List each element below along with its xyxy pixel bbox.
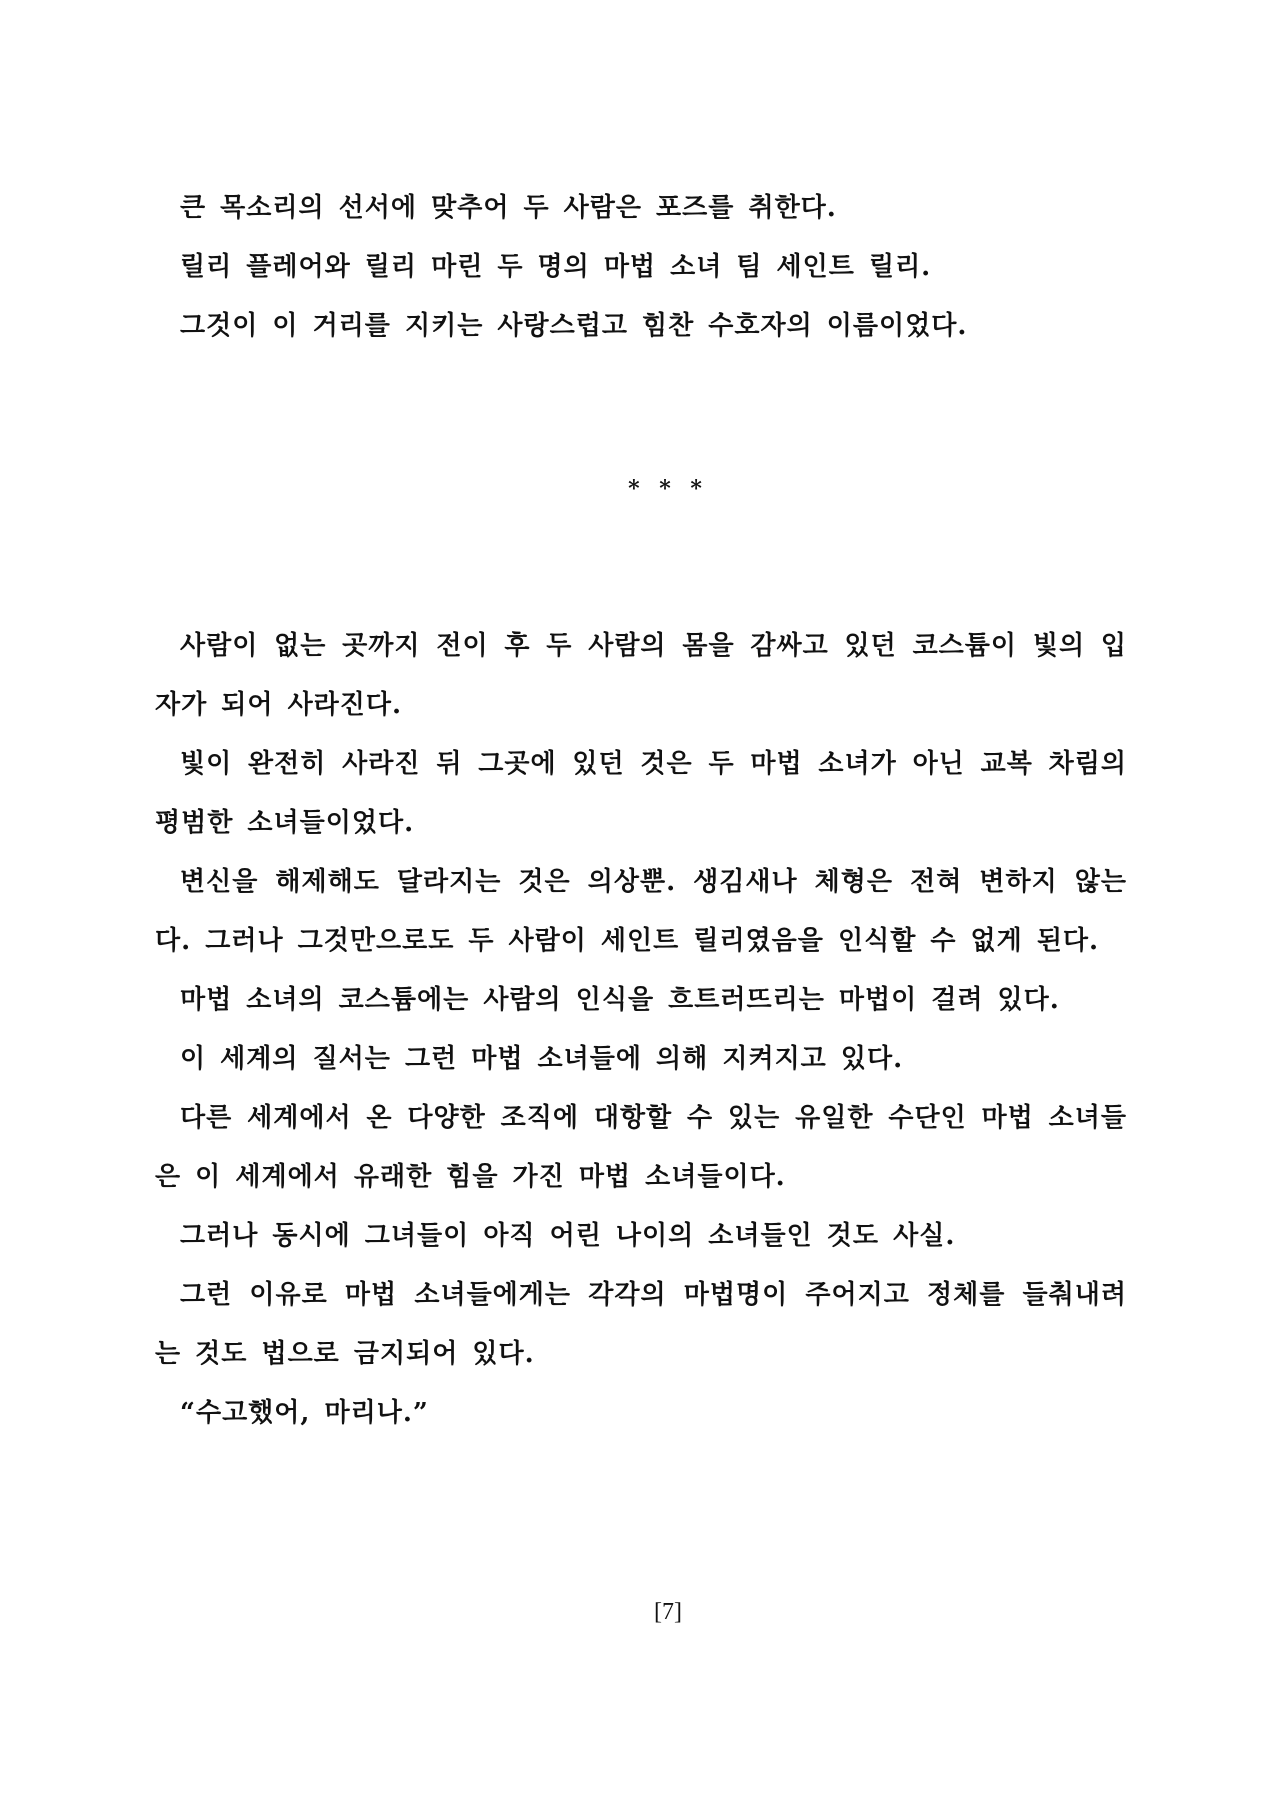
paragraph: 그런 이유로 마법 소녀들에게는 각각의 마법명이 주어지고 정체를 들춰내려는 것도 법으로 금지되어 있다. bbox=[155, 1280, 1127, 1369]
section-1 bbox=[155, 179, 1127, 356]
paragraph: 변신을 해제해도 달라지는 것은 의상뿐. 생김새나 체형은 전혀 변하지 않는다. 그러나 그것만으로도 두 사람이 세인트 릴리였음을 인식할 수 없게 된다. bbox=[155, 867, 1127, 956]
paragraph: 사람이 없는 곳까지 전이 후 두 사람의 몸을 감싸고 있던 코스튬이 빛의 입자가 되어 사라진다. bbox=[155, 631, 1127, 720]
paragraph: 릴리 플레어와 릴리 마린 두 명의 마법 소녀 팀 세인트 릴리. bbox=[180, 252, 932, 282]
section-2 bbox=[155, 617, 1127, 1443]
paragraph: 이 세계의 질서는 그런 마법 소녀들에 의해 지켜지고 있다. bbox=[180, 1044, 904, 1074]
paragraph: 빛이 완전히 사라진 뒤 그곳에 있던 것은 두 마법 소녀가 아닌 교복 차림의 평범한 소녀들이었다. bbox=[155, 749, 1127, 838]
paragraph: 마법 소녀의 코스튬에는 사람의 인식을 흐트러뜨리는 마법이 걸려 있다. bbox=[180, 985, 1060, 1015]
paragraph: 그러나 동시에 그녀들이 아직 어린 나이의 소녀들인 것도 사실. bbox=[180, 1221, 956, 1251]
paragraph: 그것이 이 거리를 지키는 사랑스럽고 힘찬 수호자의 이름이었다. bbox=[180, 311, 968, 341]
scene-break: * * * bbox=[628, 476, 708, 502]
paragraph: 큰 목소리의 선서에 맞추어 두 사람은 포즈를 취한다. bbox=[180, 193, 837, 223]
page-number: [7] bbox=[654, 1599, 682, 1625]
paragraph: 다른 세계에서 온 다양한 조직에 대항할 수 있는 유일한 수단인 마법 소녀들은 이 세계에서 유래한 힘을 가진 마법 소녀들이다. bbox=[155, 1103, 1127, 1192]
dialogue-paragraph: “수고했어, 마리나.” bbox=[180, 1398, 429, 1428]
